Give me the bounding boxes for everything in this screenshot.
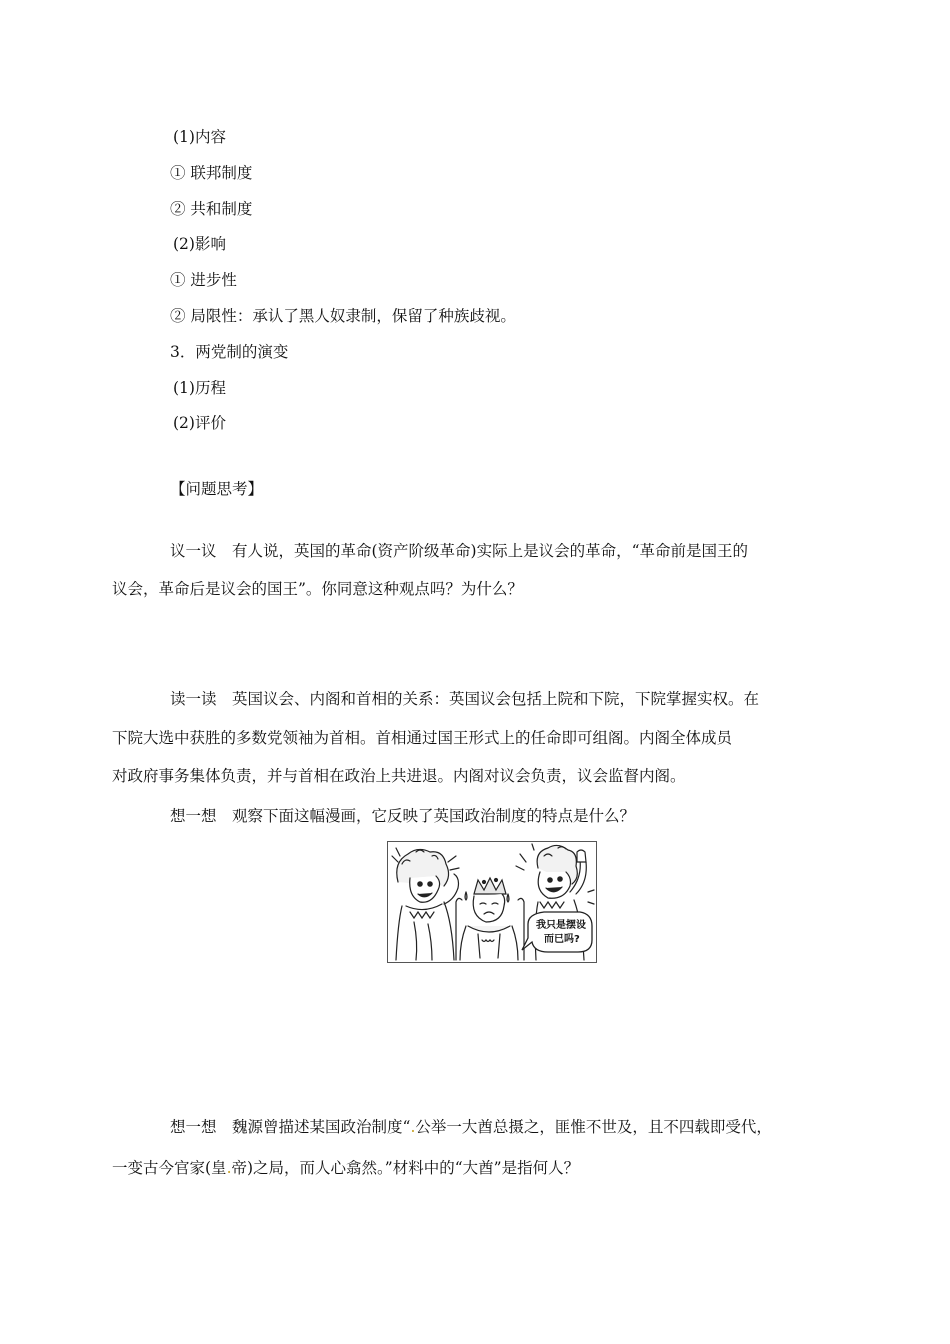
outline-line-7: 3．两党制的演变 [170,343,289,361]
think-line-1: 想一想 观察下面这幅漫画，它反映了英国政治制度的特点是什么？ [170,807,636,825]
bubble-text-line-2: 而已吗? [544,934,580,945]
think2-line-2 [112,1158,579,1178]
think2-line-1 [170,1117,772,1137]
outline-line-5: ① 进步性 [170,271,237,289]
think2-line-2-b: 帝)之局，而人心翕然。”材料中的“大酋”是指何人？ [231,1159,580,1177]
outline-line-3: ② 共和制度 [170,200,253,218]
read-line-2: 下院大选中获胜的多数党领袖为首相。首相通过国王形式上的任命即可组阁。内阁全体成员 [112,729,733,747]
think2-line-2-a: 一变古今官家(皇 [112,1159,227,1177]
read-line-1: 读一读 英国议会、内阁和首相的关系：英国议会包括上院和下院，下院掌握实权。在 [170,690,760,708]
discuss-line-2: 议会，革命后是议会的国王”。你同意这种观点吗？为什么？ [112,580,523,598]
bubble-text-line-1: 我只是摆设 [536,920,586,931]
outline-line-2: ① 联邦制度 [170,164,253,182]
outline-line-1: (1)内容 [173,128,226,146]
think2-line-1-b: 公举一大酋总摄之，匪惟不世及，且不四载即受代， [415,1118,772,1136]
cartoon-illustration [387,841,597,963]
outline-line-8: (1)历程 [173,379,226,397]
outline-line-9: (2)评价 [173,414,226,432]
emphasis-dot: . [226,1159,232,1177]
outline-line-4: (2)影响 [173,235,226,253]
think2-line-1-a: 想一想 魏源曾描述某国政治制度“ [170,1118,411,1136]
section-heading: 【问题思考】 [170,480,264,498]
read-line-3: 对政府事务集体负责，并与首相在政治上共进退。内阁对议会负责，议会监督内阁。 [112,767,686,785]
emphasis-dot: . [410,1118,416,1136]
outline-line-6: ② 局限性：承认了黑人奴隶制，保留了种族歧视。 [170,307,516,325]
discuss-line-1: 议一议 有人说，英国的革命(资产阶级革命)实际上是议会的革命，“革命前是国王的 [170,542,749,560]
